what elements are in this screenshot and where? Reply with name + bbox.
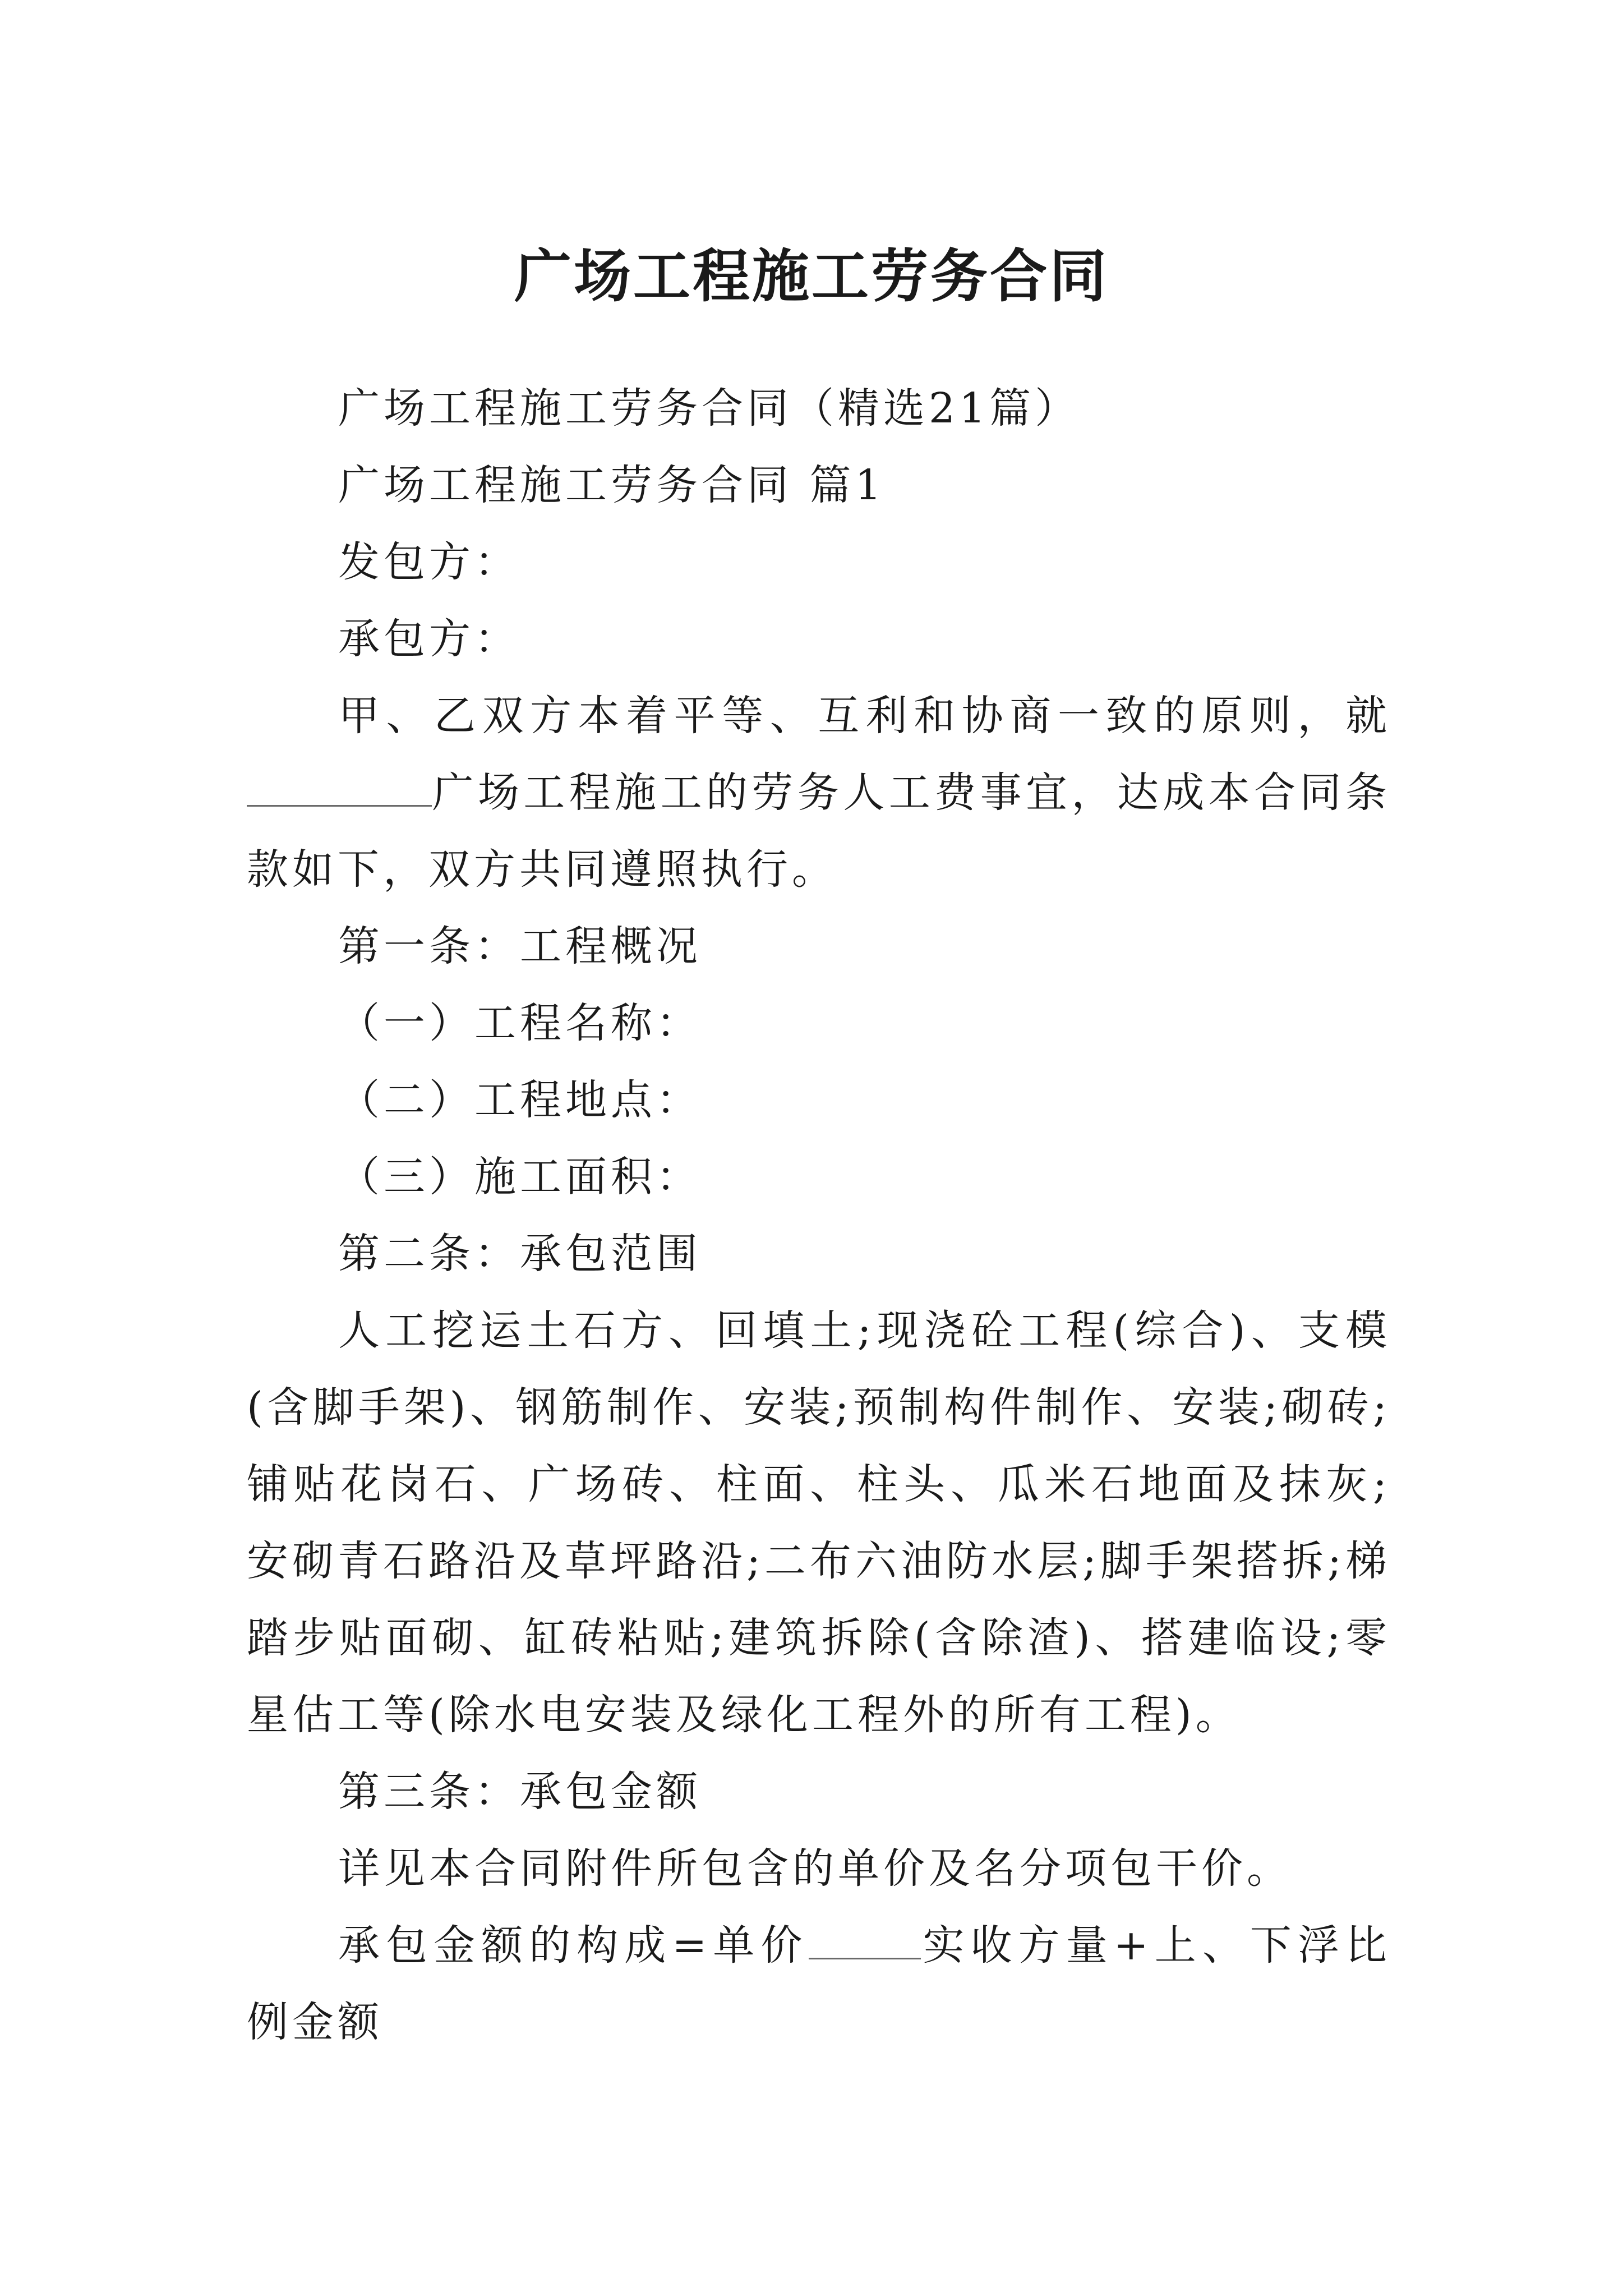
blank-unit-price (809, 1921, 921, 1959)
item-project-name: （一）工程名称： (338, 999, 702, 1047)
formula-text-part2: 实收方量+上、下浮比例金额 (247, 1921, 1391, 2046)
article3-heading: 第三条：承包金额 (338, 1768, 702, 1816)
intro-text-part1: 甲、乙双方本着平等、互利和协商一致的原则，就 (338, 692, 1391, 740)
item-project-location: （二）工程地点： (338, 1076, 702, 1124)
intro-paragraph-cont (247, 754, 1391, 908)
article2-body: 人工挖运土石方、回填土;现浇砼工程(综合)、支模(含脚手架)、钢筋制作、安装;预制构件制作、安装;砌砖;铺贴花岗石、广场砖、柱面、柱头、瓜米石地面及抹灰;安砌青石路沿及草坪路沿;二布六油防水层;脚手架搭拆;梯踏步贴面砌、缸砖粘贴;建筑拆除(含除渣)、搭建临设;零星估工等(除水电安装及绿化工程外的所有工程)。 (247, 1306, 1391, 1739)
article1-heading: 第一条：工程概况 (338, 922, 702, 970)
article2-heading: 第二条：承包范围 (338, 1230, 702, 1278)
formula-text-part1: 承包金额的构成=单价 (338, 1921, 809, 1970)
blank-project-name (247, 768, 432, 807)
document-subtitle: 广场工程施工劳务合同（精选21篇） (338, 384, 1081, 432)
document-body (247, 370, 1391, 2061)
party-b-label: 承包方： (338, 615, 520, 663)
intro-text-part2: 广场工程施工的劳务人工费事宜，达成本合同条款如下，双方共同遵照执行。 (247, 769, 1391, 894)
party-a-label: 发包方： (338, 538, 520, 586)
article3-body: 详见本合同附件所包含的单价及名分项包干价。 (338, 1844, 1292, 1893)
item-construction-area: （三）施工面积： (338, 1153, 702, 1201)
document-title: 广场工程施工劳务合同 (514, 243, 1109, 311)
intro-paragraph (247, 678, 1391, 754)
section-heading: 广场工程施工劳务合同 篇1 (338, 461, 886, 509)
formula-paragraph (247, 1907, 1391, 2061)
